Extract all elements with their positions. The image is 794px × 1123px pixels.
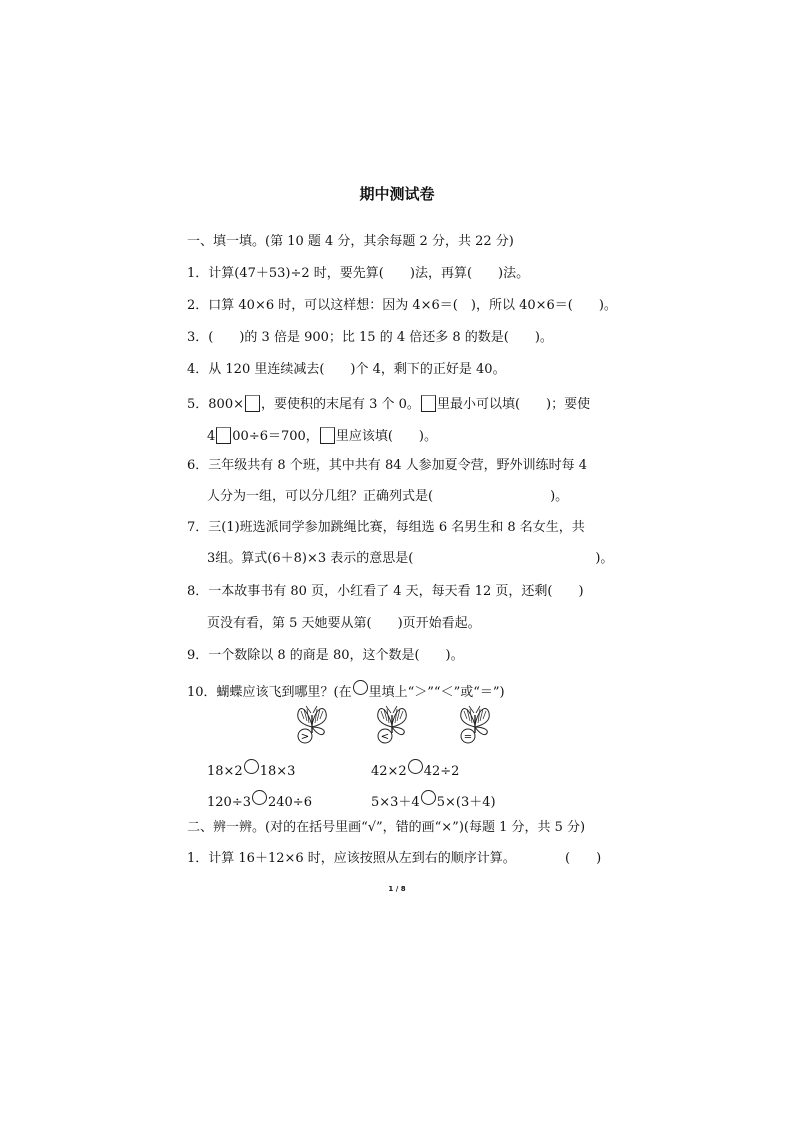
comparison-left: 18×2 [207,764,243,779]
question-5-line-1 [187,395,590,413]
question-9: 9．一个数除以 8 的商是 80，这个数是( )。 [187,648,464,663]
comparison-right: 240÷6 [267,795,312,810]
answer-paren[interactable]: ( ) [565,851,602,866]
comparison-left: 120÷3 [207,795,251,810]
answer-circle[interactable] [408,759,423,774]
q5-text-a: 5．800× [187,397,244,412]
question-8-line-1: 8．一本故事书有 80 页，小红看了 4 天，每天看 12 页，还剩( ) [187,584,584,599]
question-6-line-1: 6．三年级共有 8 个班，其中共有 84 人参加夏令营，野外训练时每 4 [187,458,588,473]
question-7-line-2: 3组。算式(6＋8)×3 表示的意思是( )。 [207,551,614,566]
butterfly-equal-icon[interactable] [455,703,495,749]
q5-text-c: 里最小可以填( )；要使 [436,397,591,412]
q5-text-b: ，要使积的末尾有 3 个 0。 [260,397,420,412]
question-1: 1．计算(47＋53)÷2 时，要先算( )法，再算( )法。 [187,266,530,281]
butterfly-symbol: = [463,731,473,743]
q5-text-e: 00÷6＝700， [232,429,319,444]
comparison-4 [371,790,496,811]
answer-box[interactable] [320,427,335,444]
answer-box[interactable] [421,395,436,412]
butterfly-symbol: < [380,731,390,743]
q10-text-a: 10．蝴蝶应该飞到哪里？(在 [187,685,352,700]
question-7-line-1: 7．三(1)班选派同学参加跳绳比赛，每组选 6 名男生和 8 名女生，共 [187,520,585,535]
butterfly-less-icon[interactable] [372,703,412,749]
page-title: 期中测试卷 [359,185,435,203]
answer-box[interactable] [245,395,260,412]
question-4: 4．从 120 里连续减去( )个 4，剩下的正好是 40。 [187,362,506,377]
butterfly-greater-icon[interactable] [292,703,332,749]
question-6-line-2: 人分为一组，可以分几组？正确列式是( )。 [207,489,569,504]
comparison-left: 5×3＋4 [371,795,420,810]
comparison-2 [371,759,459,780]
question-2: 2．口算 40×6 时，可以这样想：因为 4×6＝( )，所以 40×6＝( )。 [187,298,617,313]
section2-question-1: 1．计算 16＋12×6 时，应该按照从左到右的顺序计算。 [187,851,516,866]
page-number: 1 / 8 [388,885,406,893]
answer-box[interactable] [216,427,231,444]
answer-circle [353,680,368,695]
answer-circle[interactable] [252,790,267,805]
answer-circle[interactable] [421,790,436,805]
section2-header: 二、辨一辨。(对的在括号里画“√”，错的画“×”)(每题 1 分，共 5 分) [187,820,586,835]
comparison-1 [207,759,295,780]
question-5-line-2 [207,427,437,445]
comparison-right: 18×3 [259,764,296,779]
question-8-line-2: 页没有看，第 5 天她要从第( )页开始看起。 [207,616,481,631]
section1-header: 一、填一填。(第 10 题 4 分，其余每题 2 分，共 22 分) [187,234,514,249]
q5-text-f: 里应该填( )。 [335,429,437,444]
answer-circle[interactable] [244,759,259,774]
question-3: 3．( )的 3 倍是 900；比 15 的 4 倍还多 8 的数是( )。 [187,330,553,345]
comparison-right: 5×(3＋4) [436,795,496,810]
comparison-3 [207,790,312,811]
butterfly-symbol: > [300,731,310,743]
comparison-left: 42×2 [371,764,407,779]
q10-text-b: 里填上“＞”“＜”或“＝”) [368,685,505,700]
q5-text-d: 4 [207,429,216,444]
question-10 [187,680,505,701]
comparison-right: 42÷2 [423,764,460,779]
